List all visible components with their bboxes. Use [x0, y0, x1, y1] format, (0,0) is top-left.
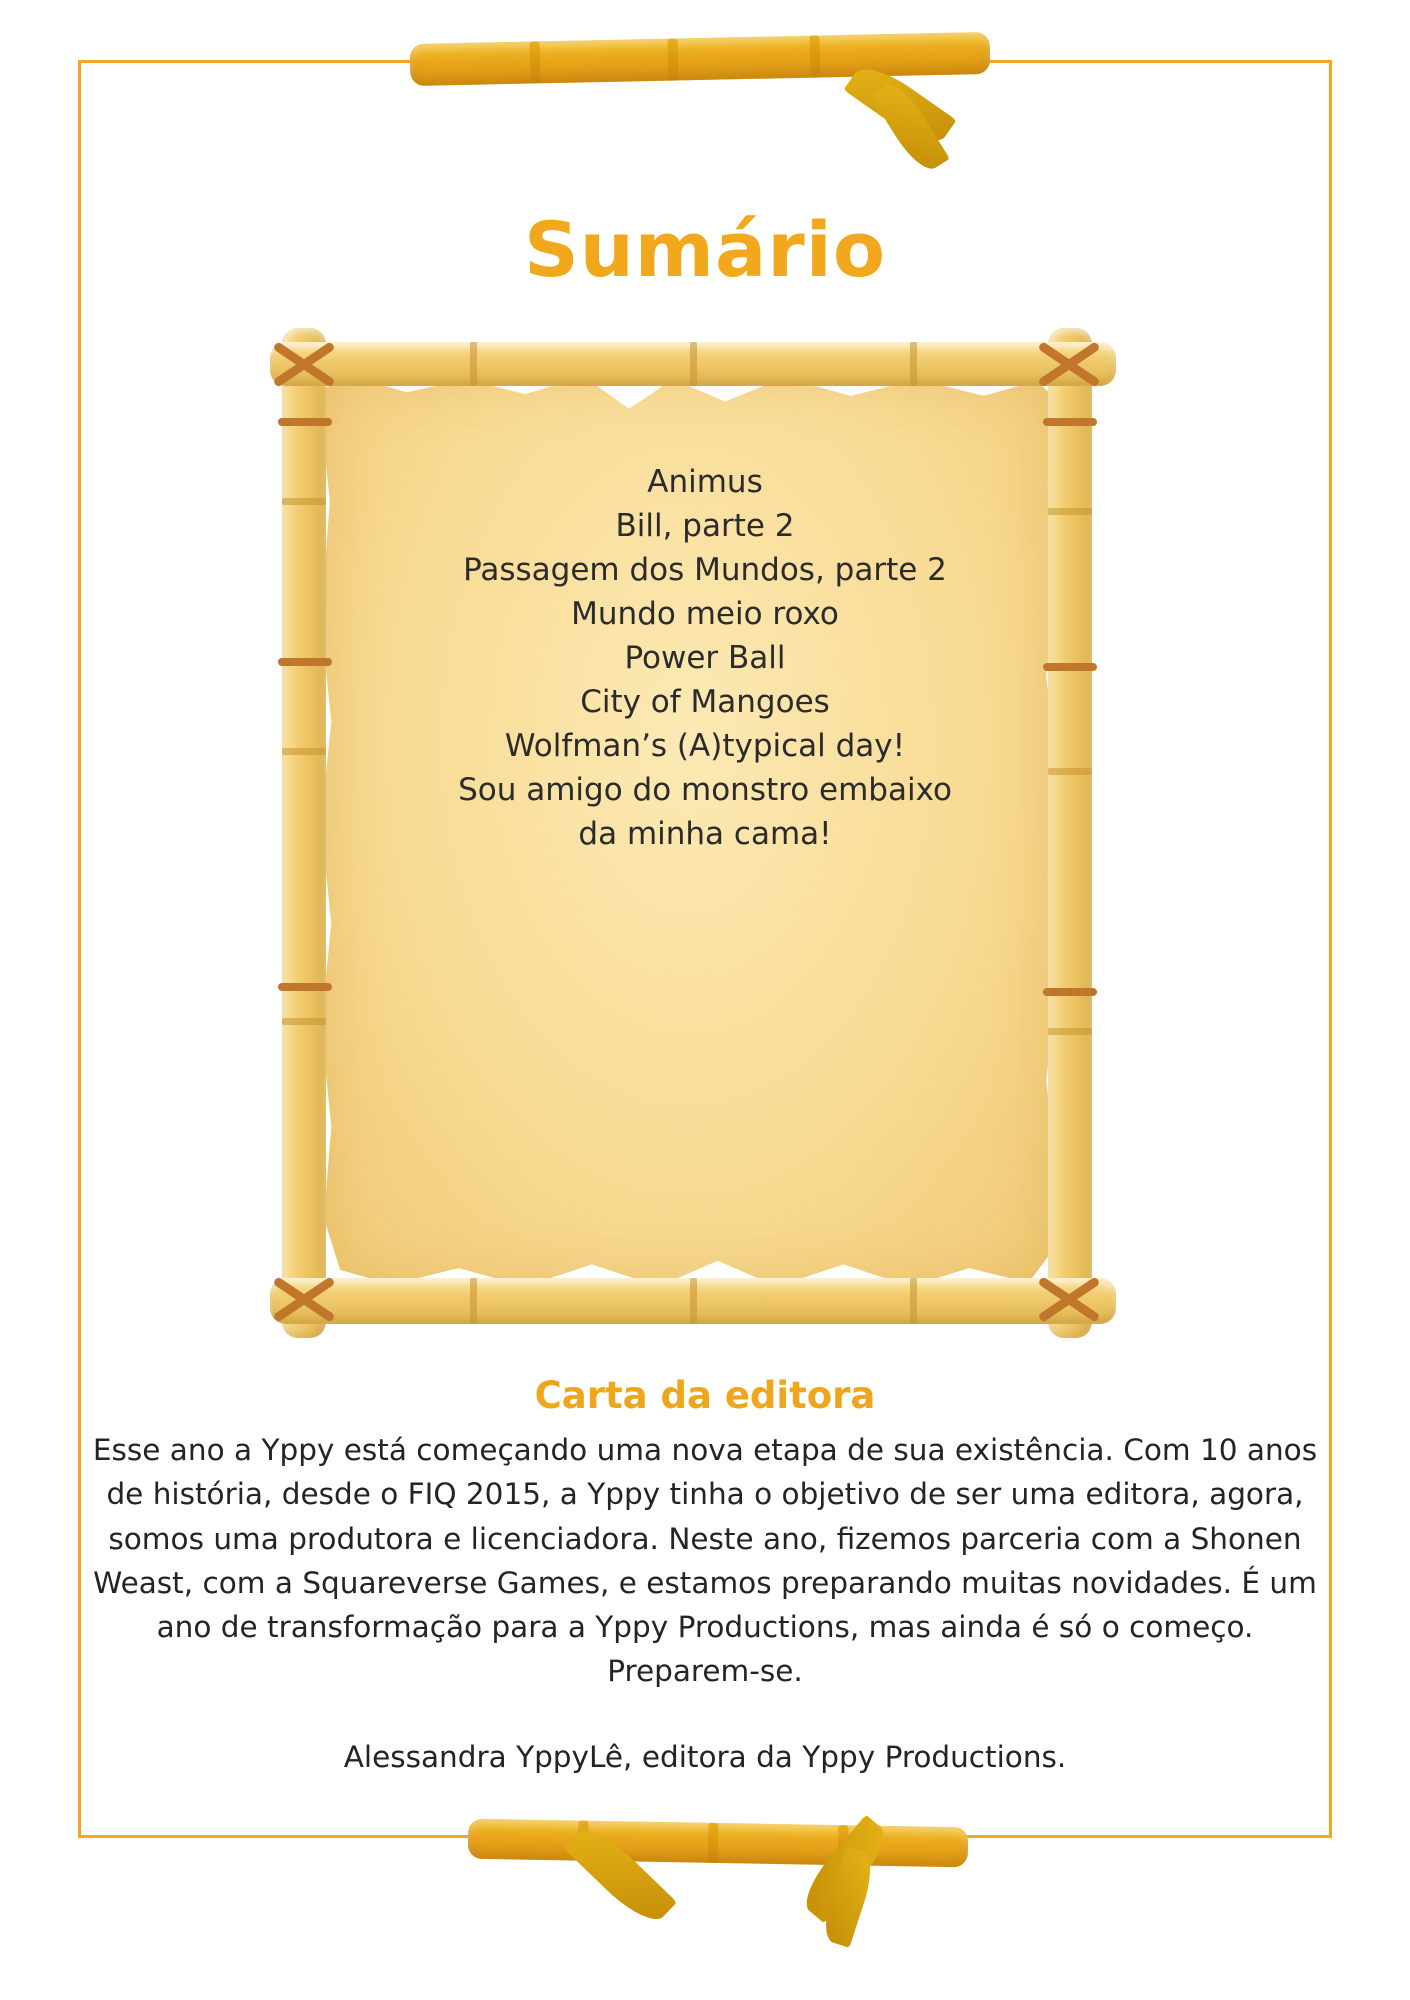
- editor-letter-heading: Carta da editora: [534, 1374, 876, 1417]
- bamboo-rail-top: [270, 342, 1116, 386]
- toc-item: Mundo meio roxo: [571, 596, 839, 633]
- page-title: Sumário: [523, 205, 887, 294]
- lashing-icon: [273, 333, 335, 395]
- bamboo-top-icon: [410, 32, 991, 86]
- lashing-band: [278, 418, 332, 426]
- toc-item: Passagem dos Mundos, parte 2: [463, 552, 947, 589]
- lashing-band: [1043, 418, 1097, 426]
- toc-item: Bill, parte 2: [615, 508, 795, 545]
- toc-item: Wolfman’s (A)typical day!: [504, 728, 906, 765]
- lashing-band: [278, 983, 332, 991]
- editor-letter-body: Esse ano a Yppy está começando uma nova etapa de sua existência. Com 10 anos de história, desde o FIQ 2015, a Yppy tinha o objetivo de ser uma editora, agora, somos uma produtora e licenciadora. Neste ano, fizemos parceria com a Shonen Weast, com a Squareverse Games, e estamos preparando muitas novidades. É um ano de transformação para a Yppy Productions, mas ainda é só o começo. Preparem-se.: [92, 1433, 1318, 1689]
- bamboo-bottom-icon: [468, 1819, 969, 1868]
- bamboo-rail-bottom: [270, 1278, 1116, 1324]
- toc-item: da minha cama!: [578, 816, 832, 853]
- lashing-icon: [1038, 333, 1100, 395]
- toc-item: Animus: [647, 464, 763, 500]
- toc-item: City of Mangoes: [580, 684, 830, 721]
- toc-item: Sou amigo do monstro embaixo: [458, 772, 952, 809]
- lashing-band: [1043, 988, 1097, 996]
- lashing-icon: [1038, 1268, 1100, 1330]
- toc-item: Power Ball: [624, 640, 786, 677]
- table-of-contents: [0, 460, 1410, 856]
- editor-letter-signature: Alessandra YppyLê, editora da Yppy Productions.: [343, 1740, 1067, 1774]
- lashing-icon: [273, 1268, 335, 1330]
